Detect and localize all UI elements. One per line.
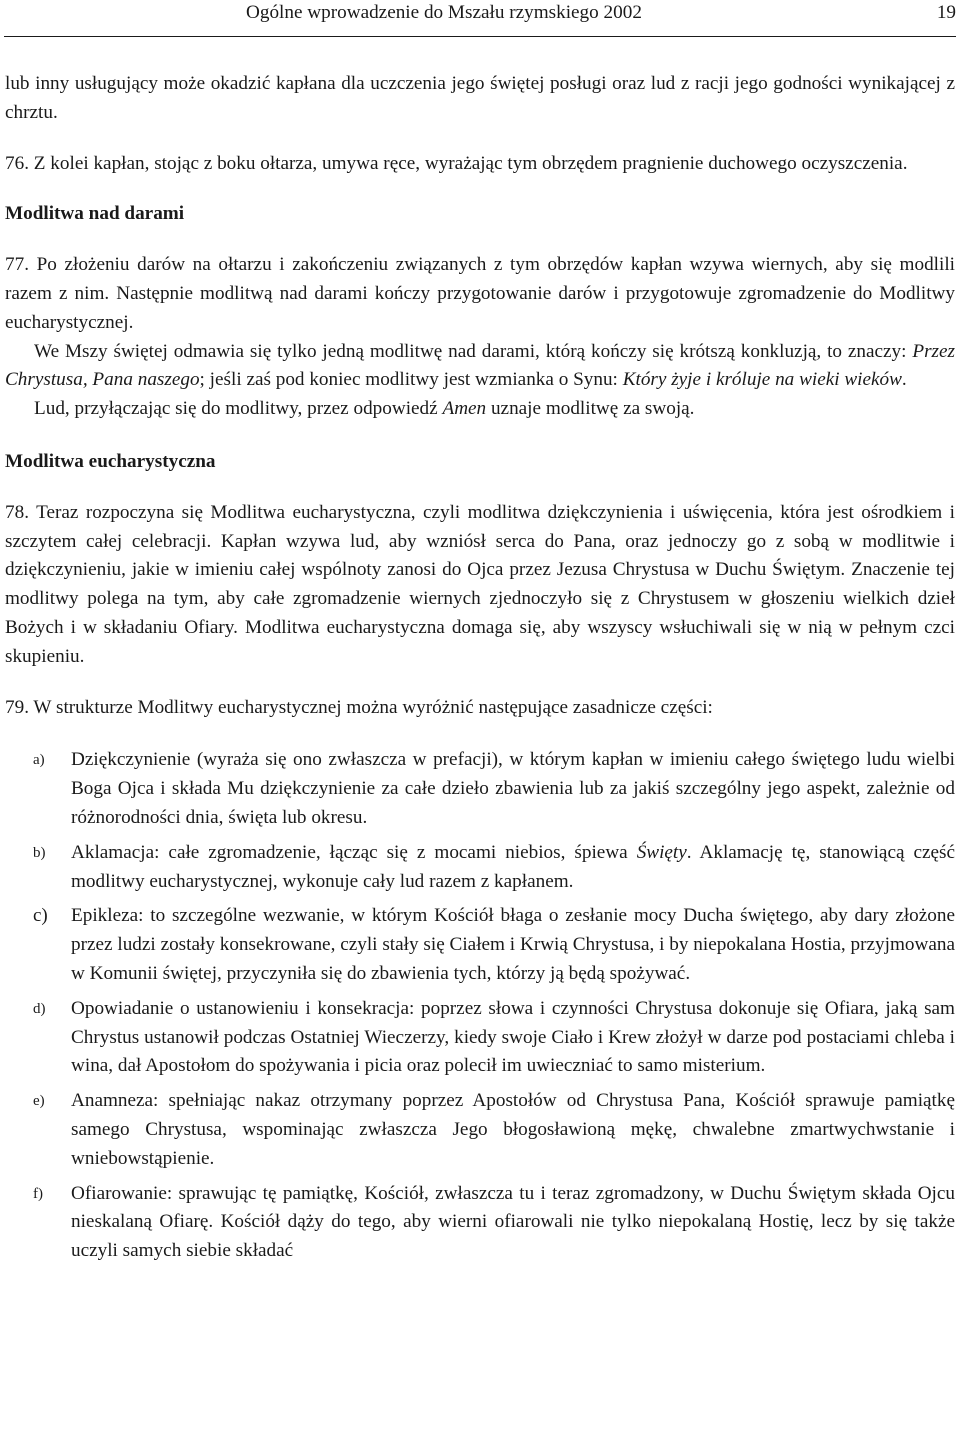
paragraph-76: 76. Z kolei kapłan, stojąc z boku ołtarza, umywa ręce, wyrażając tym obrzędem pragnienie duchowego oczyszczenia. (5, 152, 908, 174)
list-item-text: Ofiarowanie: sprawując tę pamiątkę, Kościół, zwłaszcza tu i teraz zgromadzony, w Duchu Świętym składa Ojcu nieskalaną Ofiarę. Kościół dąży do tego, aby wierni ofiarowali nie tylko niepokalaną Hostię, lecz by się także uczyli samych siebie składać (71, 1182, 955, 1262)
list-item-f (5, 1180, 955, 1266)
list-item-text: Aklamacja: całe zgromadzenie, łącząc się z mocami niebios, śpiewa (71, 841, 637, 863)
header-rule (4, 36, 956, 37)
list-item-b (5, 839, 955, 897)
section-heading-modlitwa-eucharystyczna: Modlitwa eucharystyczna (5, 450, 216, 472)
list-item-text: Dziękczynienie (wyraża się ono zwłaszcza w prefacji), w którym kapłan w imieniu całego świętego ludu wielbi Boga Ojca i składa Mu dziękczynienie za całe dzieło zbawienia lub za jakiś szczególny jego aspekt, zależnie od różnorodności dnia, święta lub okresu. (71, 749, 955, 828)
text-run: ; jeśli zaś pod koniec modlitwy jest wzmianka o Synu: (199, 369, 623, 391)
list-item-d (5, 995, 955, 1081)
paragraph-continuation: lub inny usługujący może okadzić kapłana dla uczczenia jego świętej posługi oraz lud z racji jego godności wynikającej z chrztu. (5, 73, 955, 123)
parts-list (5, 746, 955, 1266)
text-run: We Mszy świętej odmawia się tylko jedną modlitwę nad darami, którą kończy się krótszą konkluzją, to znaczy: (34, 340, 913, 362)
paragraph-77-amen (5, 395, 955, 424)
italic-swiety: Święty (636, 841, 687, 863)
list-item-text: . Aklamację tę, stanowiącą część modlitwy eucharystycznej, wykonuje cały lud razem z kapłanem. (71, 841, 955, 892)
section-heading-modlitwa-nad-darami: Modlitwa nad darami (5, 203, 185, 225)
text-run: . (901, 369, 907, 391)
italic-amen: Amen (442, 398, 487, 420)
list-marker: d) (33, 1000, 46, 1017)
page-number: 19 (936, 2, 956, 23)
list-marker: e) (33, 1093, 45, 1110)
list-marker: c) (33, 905, 48, 927)
list-marker: b) (33, 844, 46, 861)
running-header (0, 0, 960, 40)
paragraph-77: 77. Po złożeniu darów na ołtarzu i zakończeniu związanych z tym obrzędów kapłan wzywa wiernych, aby się modlili razem z nim. Następnie modlitwą nad darami kończy przygotowanie darów i przygotowuje zgromadzenie do Modlitwy eucharystycznej. (5, 254, 955, 333)
paragraph-77-conclusion (5, 338, 955, 396)
list-item-text: Opowiadanie o ustanowieniu i konsekracja: poprzez słowa i czynności Chrystusa dokonuje się Ofiara, jaką sam Chrystus ustanowił podczas Ostatniej Wieczerzy, kiedy swoje Ciało i Krew złożył w darze pod postaciami chleba i wina, dał Apostołom do spożywania i picia oraz polecił im uwieczniać to samo misterium. (71, 997, 955, 1077)
header-title: Ogólne wprowadzenie do Mszału rzymskiego 2002 (246, 2, 642, 23)
list-marker: f) (33, 1185, 43, 1202)
list-item-text: Epikleza: to szczególne wezwanie, w którym Kościół błaga o zesłanie mocy Ducha świętego, aby dary złożone przez ludzi zostały konsekrowane, czyli stały się Ciałem i Krwią Chrystusa, i by niepokalana Hostia, przyjmowana w Komunii świętej, przyczyniła się do zbawienia tych, którzy ją będą spożywać. (71, 905, 955, 984)
list-item-e (5, 1087, 955, 1173)
list-item-c (5, 902, 955, 988)
paragraph-79: 79. W strukturze Modlitwy eucharystycznej można wyróżnić następujące zasadnicze części: (5, 696, 713, 718)
italic-formula: Przez Chrystusa, Pana naszego (5, 340, 955, 391)
text-run: Lud, przyłączając się do modlitwy, przez odpowiedź (34, 398, 443, 420)
paragraph-78: 78. Teraz rozpoczyna się Modlitwa eucharystyczna, czyli modlitwa dziękczynienia i uświęcenia, która jest ośrodkiem i szczytem całej celebracji. Kapłan wzywa lud, aby wzniósł serca do Pana, oraz jednoczy go z sobą w modlitwie i dziękczynieniu, jakie w imieniu całej wspólnoty zanosi do Ojca przez Jezusa Chrystusa w Duchu Świętym. Znaczenie tej modlitwy polega na tym, aby całe zgromadzenie wiernych zjednoczyło się z Chrystusem w głoszeniu wielkich dzieł Bożych i w składaniu Ofiary. Modlitwa eucharystyczna domaga się, aby wszyscy wsłuchiwali się w nią w pełnym czci skupieniu. (5, 501, 955, 667)
list-item-a (5, 746, 955, 832)
text-run: uznaje modlitwę za swoją. (486, 398, 695, 420)
list-marker: a) (33, 752, 45, 769)
italic-formula: Który żyje i króluje na wieki wieków (622, 369, 902, 391)
page-body (5, 70, 955, 1272)
list-item-text: Anamneza: spełniając nakaz otrzymany poprzez Apostołów od Chrystusa Pana, Kościół sprawuje pamiątkę samego Chrystusa, wspominając zwłaszcza Jego błogosławioną mękę, chwalebne zmartwychwstanie i wniebowstąpienie. (71, 1090, 955, 1169)
